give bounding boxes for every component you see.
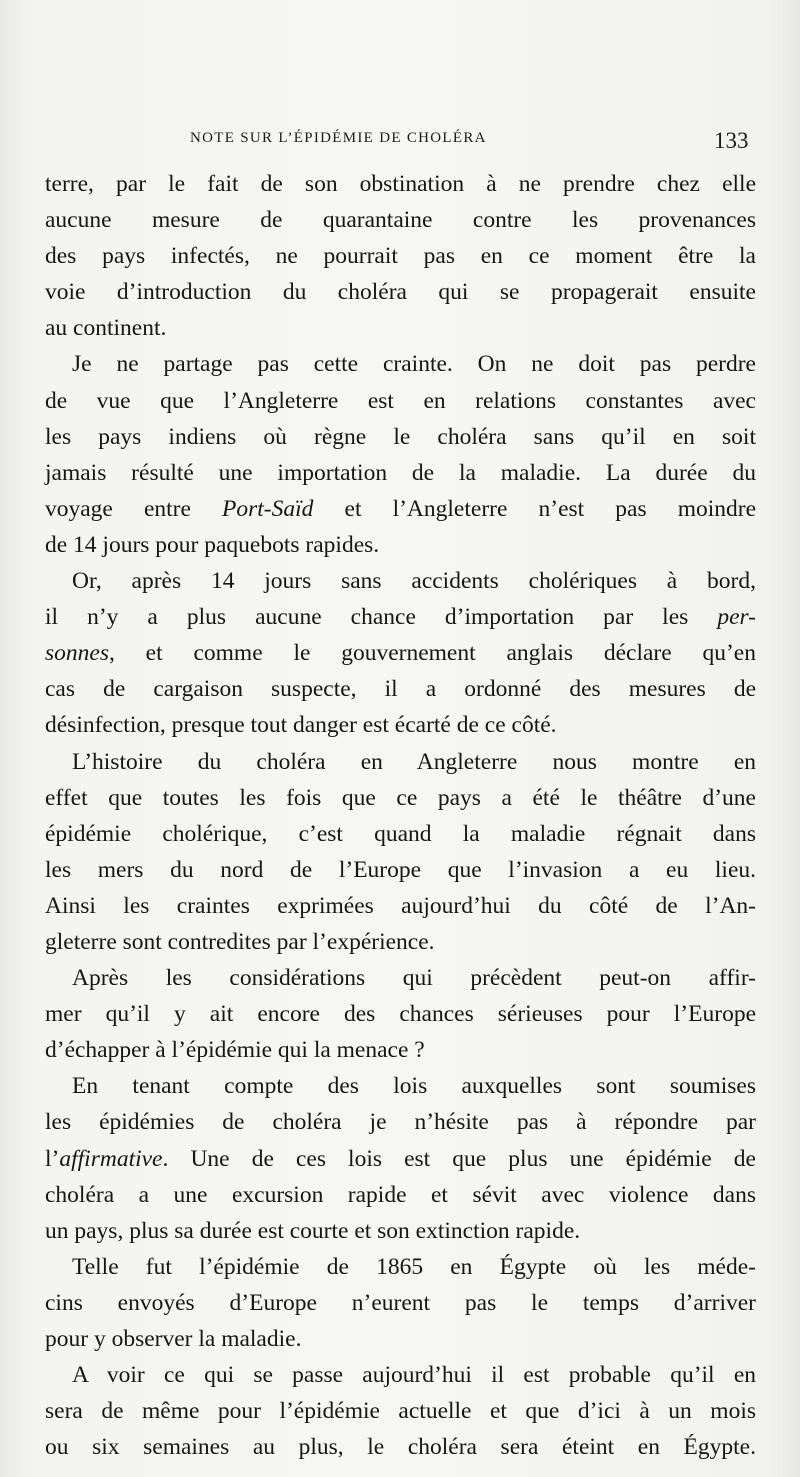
text-segment: , et comme le gouvernement anglais déclare qu’en xyxy=(108,640,756,667)
text-segment: . Une de ces lois est que plus une épidémie de xyxy=(162,1145,756,1172)
page-number: 133 xyxy=(714,128,749,153)
text-segment: les épidémies de choléra je n’hésite pas à répondre par xyxy=(45,1109,756,1136)
text-segment: les mers du nord de l’Europe que l’invasion a eu lieu. xyxy=(45,856,756,883)
text-line xyxy=(45,888,756,924)
text-line xyxy=(45,960,756,996)
text-segment: cas de cargaison suspecte, il a ordonné des mesures de xyxy=(45,676,756,703)
italic-text: per- xyxy=(717,604,756,631)
text-segment: il n’y a plus aucune chance d’importation par les xyxy=(45,604,718,631)
text-line xyxy=(45,599,756,635)
text-segment: jamais résulté une importation de la maladie. La durée du xyxy=(45,459,756,486)
text-line xyxy=(45,1393,756,1429)
text-line xyxy=(45,346,756,382)
text-segment: Je ne partage pas cette crainte. On ne doit pas perdre xyxy=(72,351,756,378)
text-line xyxy=(45,1321,756,1357)
text-line xyxy=(45,1249,756,1285)
italic-text: Port-Saïd xyxy=(222,495,314,522)
text-segment: d’échapper à l’épidémie qui la menace ? xyxy=(45,1037,425,1064)
text-segment: mer qu’il y ait encore des chances sérieuses pour l’Europe xyxy=(45,1001,756,1028)
text-line xyxy=(45,274,756,310)
text-line xyxy=(45,1177,756,1213)
text-segment: cins envoyés d’Europe n’eurent pas le temps d’arriver xyxy=(45,1289,756,1316)
text-line xyxy=(45,1429,756,1465)
text-segment: des pays infectés, ne pourrait pas en ce moment être la xyxy=(45,243,756,270)
text-line xyxy=(45,1068,756,1104)
text-line xyxy=(45,852,756,888)
text-line xyxy=(45,671,756,707)
text-segment: de vue que l’Angleterre est en relations constantes avec xyxy=(45,387,756,414)
text-line xyxy=(45,202,756,238)
text-line xyxy=(45,816,756,852)
text-segment: Telle fut l’épidémie de 1865 en Égypte où les méde- xyxy=(72,1253,756,1280)
text-line xyxy=(45,310,756,346)
text-line xyxy=(45,166,756,202)
text-line xyxy=(45,635,756,671)
text-segment: Ainsi les craintes exprimées aujourd’hui du côté de l’An- xyxy=(45,892,756,919)
text-segment: voyage entre xyxy=(45,495,223,522)
text-segment: voie d’introduction du choléra qui se propagerait ensuite xyxy=(45,279,756,306)
text-line xyxy=(45,1213,756,1249)
text-segment: aucune mesure de quarantaine contre les provenances xyxy=(45,207,756,234)
text-segment: l’ xyxy=(45,1145,60,1172)
text-segment: terre, par le fait de son obstination à ne prendre chez elle xyxy=(45,171,756,197)
body-text xyxy=(45,166,756,1465)
text-line xyxy=(45,996,756,1032)
text-segment: L’histoire du choléra en Angleterre nous montre en xyxy=(72,748,756,775)
text-line xyxy=(45,1141,756,1177)
text-segment: A voir ce qui se passe aujourd’hui il est probable qu’il en xyxy=(72,1362,756,1389)
text-line xyxy=(45,1032,756,1068)
italic-text: sonnes xyxy=(45,640,109,667)
italic-text: affirmative xyxy=(59,1145,163,1172)
text-line xyxy=(45,527,756,563)
text-line xyxy=(45,1357,756,1393)
text-segment: ou six semaines au plus, le choléra sera éteint en Égypte. xyxy=(45,1434,756,1461)
text-segment: En tenant compte des lois auxquelles sont soumises xyxy=(72,1073,756,1100)
text-line xyxy=(45,744,756,780)
text-segment: au continent. xyxy=(45,315,167,342)
text-segment: de 14 jours pour paquebots rapides. xyxy=(45,531,380,558)
text-line xyxy=(45,238,756,274)
text-segment: gleterre sont contredites par l’expérience. xyxy=(45,928,435,955)
text-segment: épidémie cholérique, c’est quand la maladie régnait dans xyxy=(45,820,756,847)
text-line xyxy=(45,419,756,455)
text-segment: et l’Angleterre n’est pas moindre xyxy=(313,495,757,522)
text-line xyxy=(45,383,756,419)
text-line xyxy=(45,780,756,816)
text-segment: pour y observer la maladie. xyxy=(45,1326,302,1352)
text-line xyxy=(45,707,756,743)
text-segment: sera de même pour l’épidémie actuelle et que d’ici à un mois xyxy=(45,1398,756,1425)
text-segment: désinfection, presque tout danger est écarté de ce côté. xyxy=(45,712,557,739)
text-segment: un pays, plus sa durée est courte et son extinction rapide. xyxy=(45,1217,581,1244)
text-line xyxy=(45,563,756,599)
text-segment: effet que toutes les fois que ce pays a été le théâtre d’une xyxy=(45,784,756,811)
text-line xyxy=(45,924,756,960)
text-segment: les pays indiens où règne le choléra sans qu’il en soit xyxy=(45,423,756,450)
text-line xyxy=(45,1285,756,1321)
text-line xyxy=(45,1104,756,1140)
text-line xyxy=(45,455,756,491)
text-segment: Or, après 14 jours sans accidents cholériques à bord, xyxy=(72,568,756,595)
text-segment: choléra a une excursion rapide et sévit avec violence dans xyxy=(45,1181,756,1208)
text-segment: Après les considérations qui précèdent peut-on affir- xyxy=(72,965,756,992)
running-title: NOTE SUR L’ÉPIDÉMIE DE CHOLÉRA xyxy=(190,130,487,146)
text-line xyxy=(45,491,756,527)
